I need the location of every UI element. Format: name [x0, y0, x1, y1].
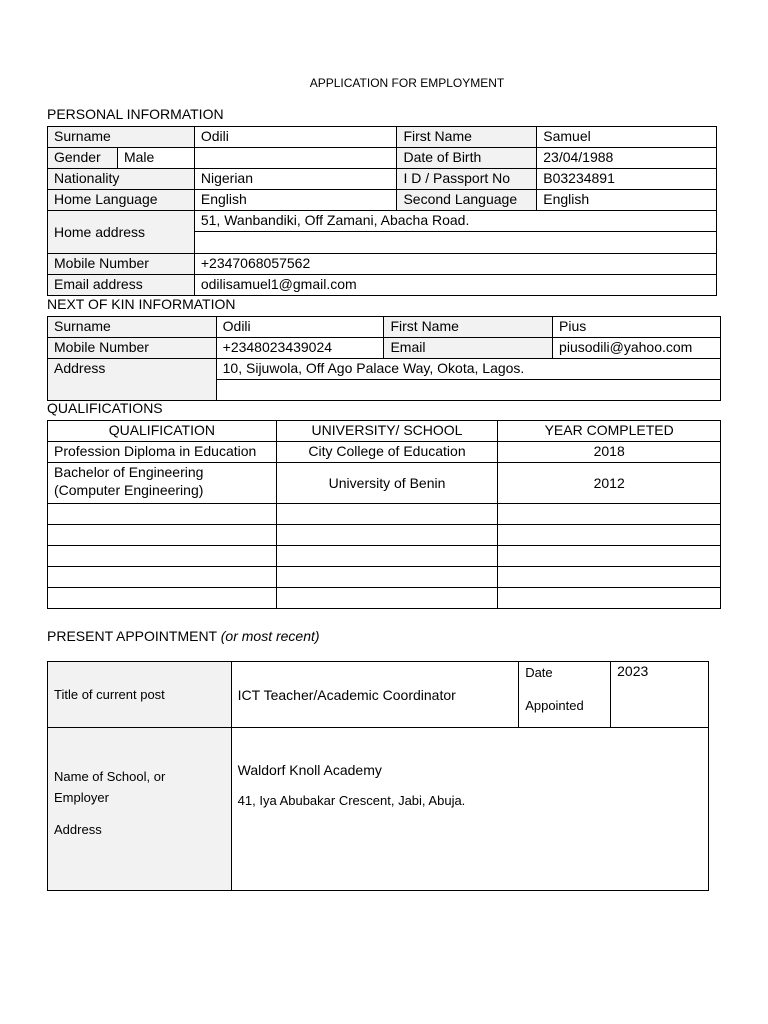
kin-surname-value: Odili: [216, 317, 384, 338]
kin-mobile-label: Mobile Number: [48, 338, 217, 359]
surname-label: Surname: [48, 127, 195, 148]
employer-value: [231, 728, 708, 891]
qualifications-table: [47, 420, 721, 609]
empty-cell: [498, 525, 721, 546]
empty-cell: [498, 588, 721, 609]
empty-cell: [48, 588, 277, 609]
post-value: ICT Teacher/Academic Coordinator: [231, 662, 519, 728]
qualification-cell: Profession Diploma in Education: [48, 442, 277, 463]
kin-surname-label: Surname: [48, 317, 217, 338]
personal-info-heading: PERSONAL INFORMATION: [47, 106, 224, 122]
dob-value: 23/04/1988: [537, 148, 717, 169]
col-header-year: YEAR COMPLETED: [498, 421, 721, 442]
employer-label: [48, 728, 232, 891]
employer-name: Waldorf Knoll Academy: [237, 762, 382, 778]
empty-cell: [276, 588, 498, 609]
appointment-table: [47, 661, 709, 891]
kin-info-heading: NEXT OF KIN INFORMATION: [47, 296, 236, 312]
empty-cell: [276, 567, 498, 588]
id-value: B03234891: [537, 169, 717, 190]
empty-cell: [498, 567, 721, 588]
home-address-line2: [194, 232, 716, 254]
empty-cell: [276, 525, 498, 546]
employer-address-label: Address: [54, 822, 102, 837]
year-cell: 2018: [498, 442, 721, 463]
surname-value: Odili: [194, 127, 397, 148]
school-cell: City College of Education: [276, 442, 498, 463]
qualifications-heading: QUALIFICATIONS: [47, 400, 163, 416]
second-language-value: English: [537, 190, 717, 211]
date-label-line1: Date: [525, 665, 553, 680]
appointment-heading-text: PRESENT APPOINTMENT: [47, 628, 217, 644]
table-row: [48, 463, 721, 504]
kin-address-line2: [216, 380, 720, 401]
id-label: I D / Passport No: [397, 169, 537, 190]
kin-first-name-value: Pius: [553, 317, 721, 338]
personal-info-table: [47, 126, 717, 296]
mobile-value: +2347068057562: [194, 254, 716, 275]
empty-row: [48, 546, 721, 567]
empty-cell: [276, 546, 498, 567]
employer-address: 41, Iya Abubakar Crescent, Jabi, Abuja.: [237, 793, 466, 808]
nationality-label: Nationality: [48, 169, 195, 190]
email-label: Email address: [48, 275, 195, 296]
empty-cell: [48, 567, 277, 588]
kin-first-name-label: First Name: [384, 317, 553, 338]
empty-cell: [498, 504, 721, 525]
gender-label: Gender: [48, 148, 118, 169]
home-language-value: English: [194, 190, 397, 211]
empty-cell: [498, 546, 721, 567]
employer-label-line2: Employer: [54, 790, 109, 805]
qualification-cell: Bachelor of Engineering (Computer Engineering): [48, 463, 277, 504]
home-address-label: Home address: [48, 211, 195, 254]
kin-email-value: piusodili@yahoo.com: [553, 338, 721, 359]
page-title: APPLICATION FOR EMPLOYMENT: [309, 76, 505, 90]
school-cell: University of Benin: [276, 463, 498, 504]
employer-label-line1: Name of School, or: [54, 769, 166, 784]
home-address-value: 51, Wanbandiki, Off Zamani, Abacha Road.: [194, 211, 716, 232]
kin-address-value: 10, Sijuwola, Off Ago Palace Way, Okota, Lagos.: [216, 359, 720, 380]
empty-row: [48, 588, 721, 609]
nationality-value: Nigerian: [194, 169, 397, 190]
empty-cell: [194, 148, 397, 169]
empty-cell: [48, 525, 277, 546]
gender-value: Male: [117, 148, 194, 169]
empty-row: [48, 504, 721, 525]
dob-label: Date of Birth: [397, 148, 537, 169]
empty-cell: [48, 546, 277, 567]
date-appointed-value: 2023: [611, 662, 709, 728]
date-appointed-label: [519, 662, 611, 728]
post-label: Title of current post: [48, 662, 232, 728]
kin-info-table: [47, 316, 721, 401]
empty-row: [48, 567, 721, 588]
year-cell: 2012: [498, 463, 721, 504]
date-label-line2: Appointed: [525, 698, 584, 713]
kin-email-label: Email: [384, 338, 553, 359]
col-header-school: UNIVERSITY/ SCHOOL: [276, 421, 498, 442]
empty-cell: [48, 504, 277, 525]
kin-mobile-value: +2348023439024: [216, 338, 384, 359]
table-row: [48, 442, 721, 463]
appointment-heading: [47, 628, 320, 644]
first-name-label: First Name: [397, 127, 537, 148]
empty-row: [48, 525, 721, 546]
mobile-label: Mobile Number: [48, 254, 195, 275]
kin-address-label: Address: [48, 359, 217, 401]
col-header-qualification: QUALIFICATION: [48, 421, 277, 442]
email-value: odilisamuel1@gmail.com: [194, 275, 716, 296]
second-language-label: Second Language: [397, 190, 537, 211]
home-language-label: Home Language: [48, 190, 195, 211]
appointment-heading-note: (or most recent): [220, 628, 320, 644]
empty-cell: [276, 504, 498, 525]
first-name-value: Samuel: [537, 127, 717, 148]
